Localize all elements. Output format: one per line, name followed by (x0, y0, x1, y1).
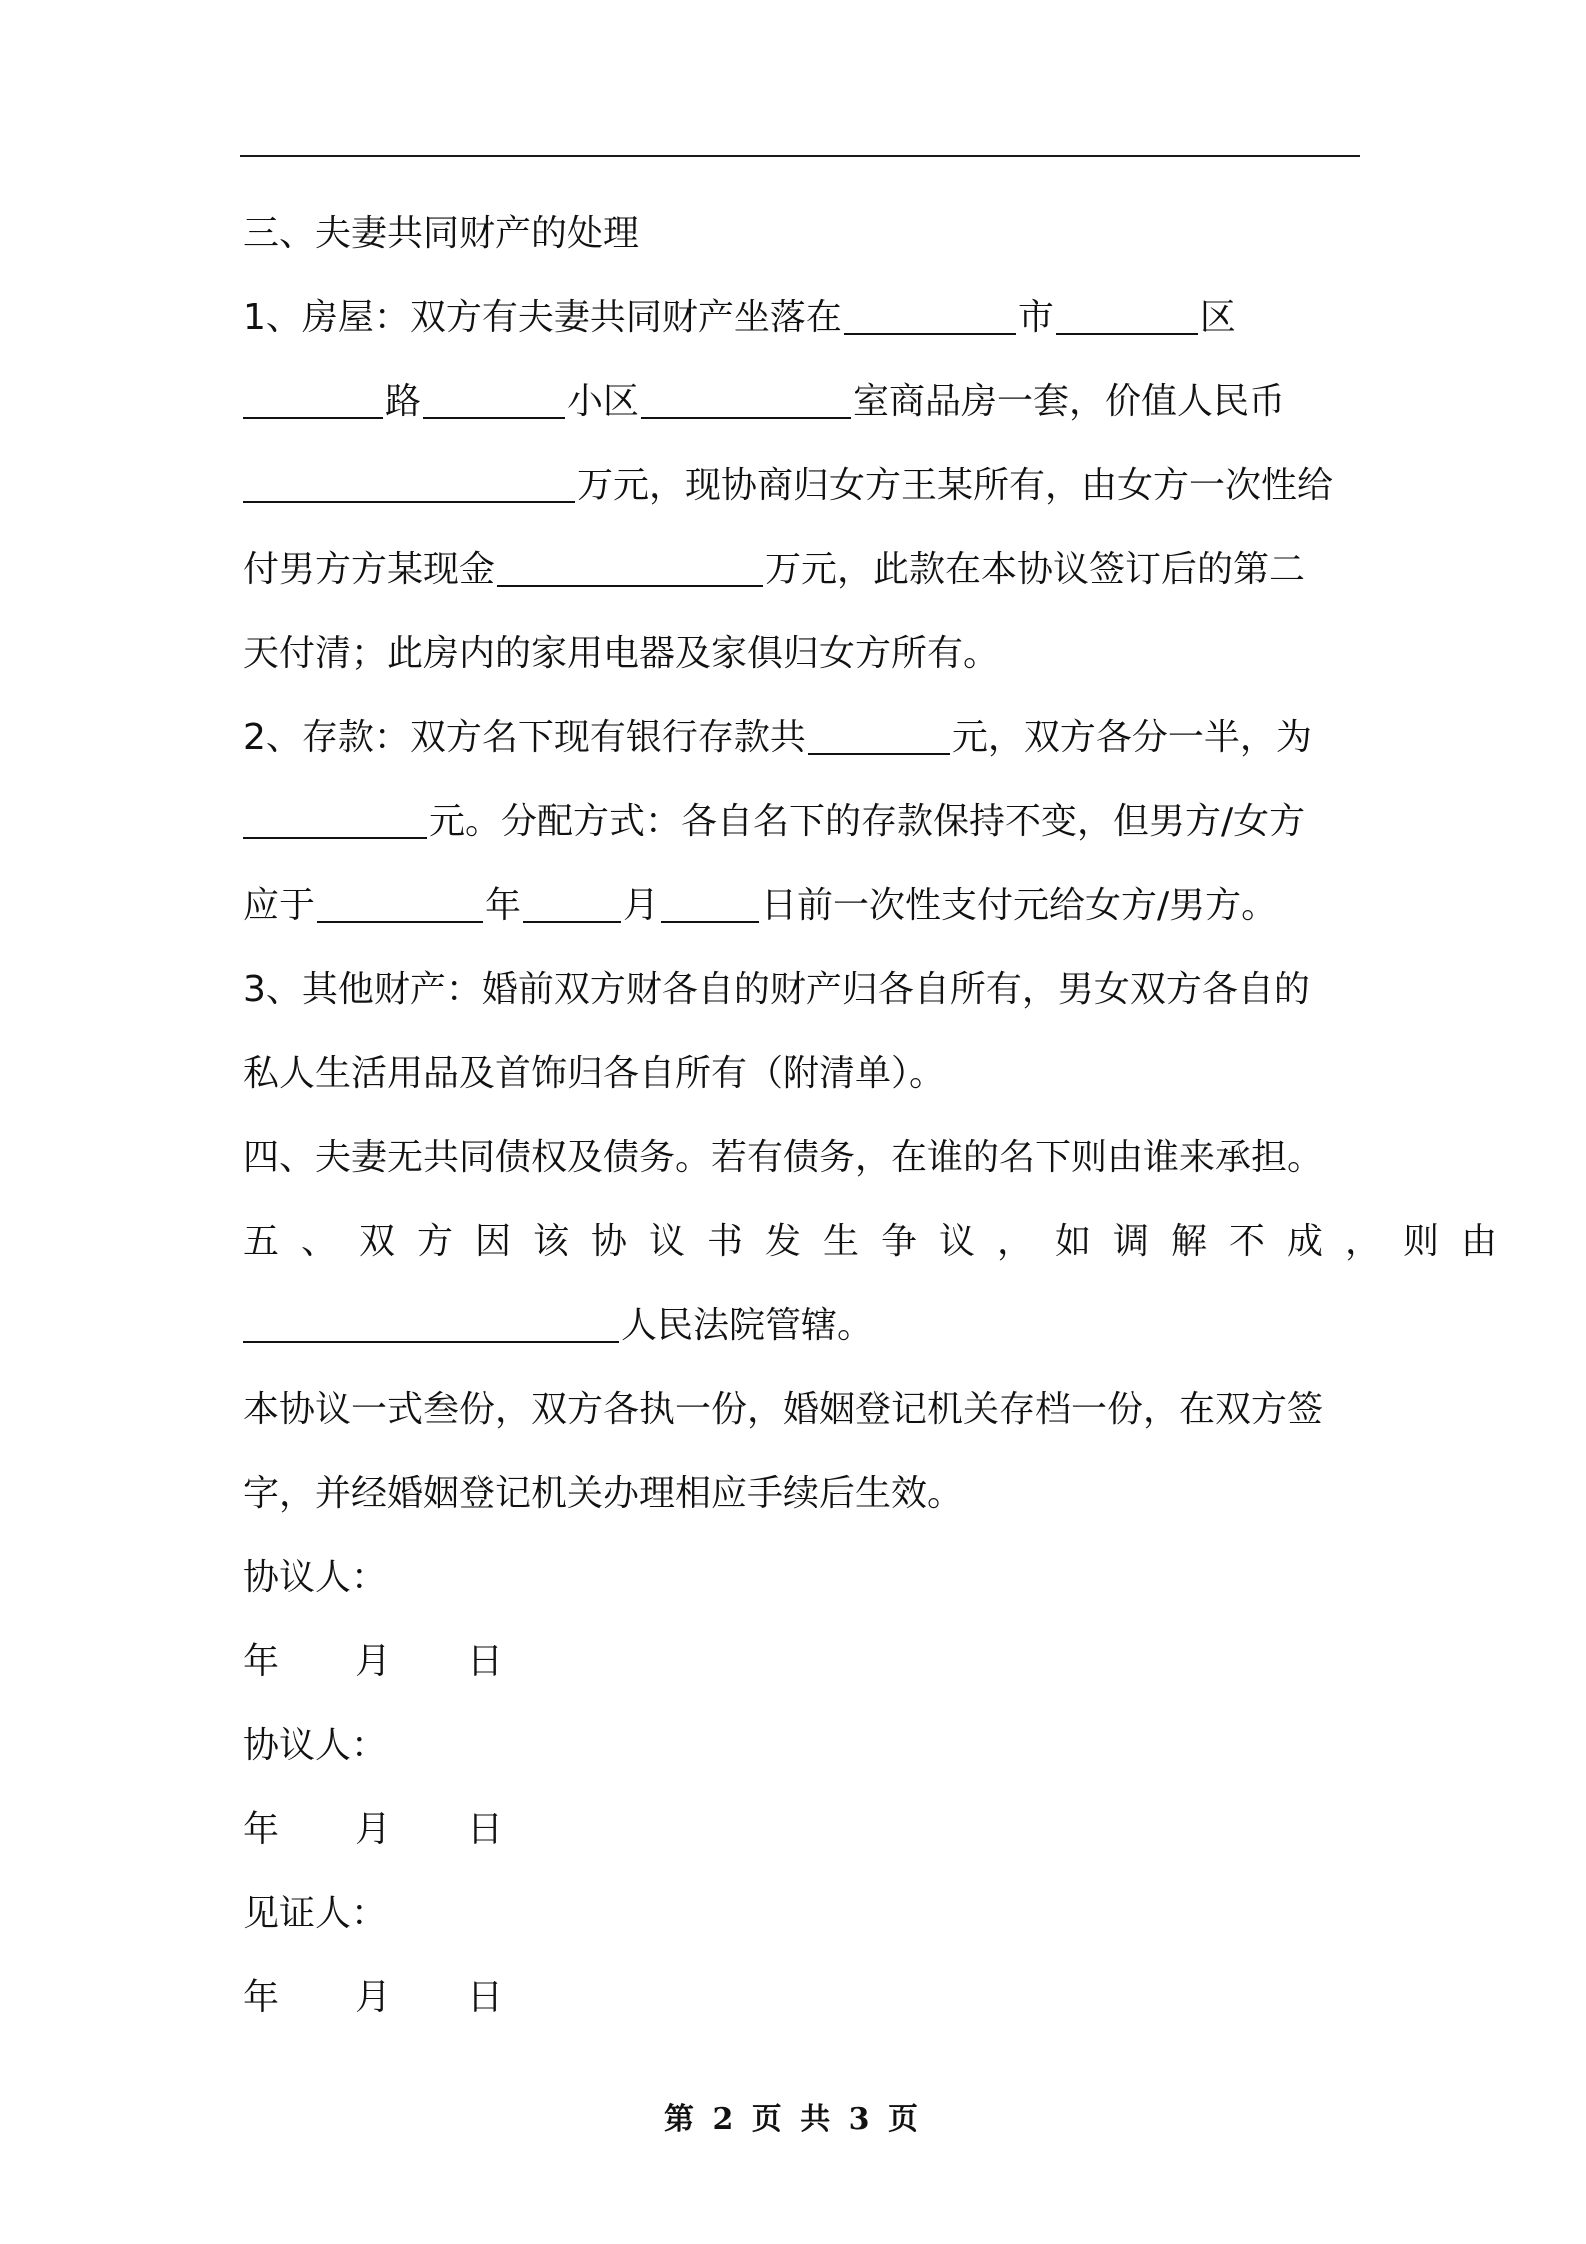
house-city: 市 (1017, 297, 1054, 338)
house-line-2 (243, 360, 1355, 444)
blank-road (243, 417, 383, 419)
house-pay-suffix: 万元，此款在本协议签订后的第二 (765, 549, 1306, 590)
blank-community (423, 417, 565, 419)
other-line-2: 私人生活用品及首饰归各自所有（附清单）。 (243, 1053, 946, 1094)
section-5-line-2 (243, 1284, 1355, 1368)
house-road: 路 (385, 381, 422, 422)
deposit-month: 月 (623, 885, 660, 926)
blank-day (661, 921, 759, 923)
deposit-year: 年 (485, 885, 522, 926)
house-line-5: 天付清；此房内的家用电器及家俱归女方所有。 (243, 633, 1000, 674)
header-rule (240, 155, 1360, 157)
witness-label: 见证人： (243, 1893, 388, 1934)
date-day: 日 (467, 1641, 504, 1682)
blank-house-value (243, 501, 575, 503)
house-pay-prefix: 付男方方某现金 (243, 549, 496, 590)
blank-city (844, 333, 1016, 335)
deposit-line3-prefix: 应于 (243, 885, 316, 926)
date-month: 月 (355, 1809, 392, 1850)
blank-year (317, 921, 483, 923)
signature-date (243, 1788, 1355, 1872)
blank-deposit-total (808, 753, 950, 755)
blank-month (523, 921, 621, 923)
blank-cash (497, 585, 763, 587)
deposit-prefix: 2、存款：双方名下现有银行存款共 (243, 717, 806, 758)
date-day: 日 (467, 1809, 504, 1850)
deposit-line-1 (243, 696, 1355, 780)
deposit-line3-suffix: 日前一次性支付元给女方/男方。 (761, 885, 1278, 926)
date-year: 年 (243, 1977, 280, 2018)
other-line-1: 3、其他财产：婚前双方财各自的财产归各自所有，男女双方各自的 (243, 969, 1310, 1010)
blank-room (641, 417, 851, 419)
house-district: 区 (1199, 297, 1236, 338)
signature-date (243, 1956, 1355, 2040)
date-month: 月 (355, 1977, 392, 2018)
closing-line-2: 字，并经婚姻登记机关办理相应手续后生效。 (243, 1473, 964, 1514)
section-5-suffix: 人民法院管辖。 (621, 1305, 874, 1346)
section-5-line-1: 五、双方因该协议书发生争议，如调解不成，则由 (243, 1221, 1520, 1262)
signature-date (243, 1620, 1355, 1704)
document-body (243, 192, 1520, 2040)
deposit-line-2 (243, 780, 1355, 864)
section-heading: 三、夫妻共同财产的处理 (243, 213, 640, 254)
deposit-line-3 (243, 864, 1355, 948)
signature-label: 协议人： (243, 1725, 388, 1766)
deposit-mid: 元，双方各分一半，为 (951, 717, 1312, 758)
section-4: 四、夫妻无共同债权及债务。若有债务，在谁的名下则由谁来承担。 (243, 1137, 1324, 1178)
house-line-1 (243, 276, 1355, 360)
signature-label: 协议人： (243, 1557, 388, 1598)
page-number: 第 2 页 共 3 页 (664, 2102, 922, 2137)
date-year: 年 (243, 1641, 280, 1682)
house-room: 室商品房一套，价值人民币 (853, 381, 1286, 422)
house-prefix: 1、房屋：双方有夫妻共同财产坐落在 (243, 297, 842, 338)
date-year: 年 (243, 1809, 280, 1850)
blank-deposit-half (243, 837, 427, 839)
house-community: 小区 (567, 381, 640, 422)
deposit-line2-suffix: 元。分配方式：各自名下的存款保持不变，但男方/女方 (429, 801, 1306, 842)
house-value-suffix: 万元，现协商归女方王某所有，由女方一次性给 (577, 465, 1334, 506)
closing-line-1: 本协议一式叁份，双方各执一份，婚姻登记机关存档一份，在双方签 (243, 1389, 1324, 1430)
house-line-4 (243, 528, 1355, 612)
date-month: 月 (355, 1641, 392, 1682)
date-day: 日 (467, 1977, 504, 2018)
blank-district (1056, 333, 1198, 335)
house-line-3 (243, 444, 1355, 528)
blank-court (243, 1341, 619, 1343)
